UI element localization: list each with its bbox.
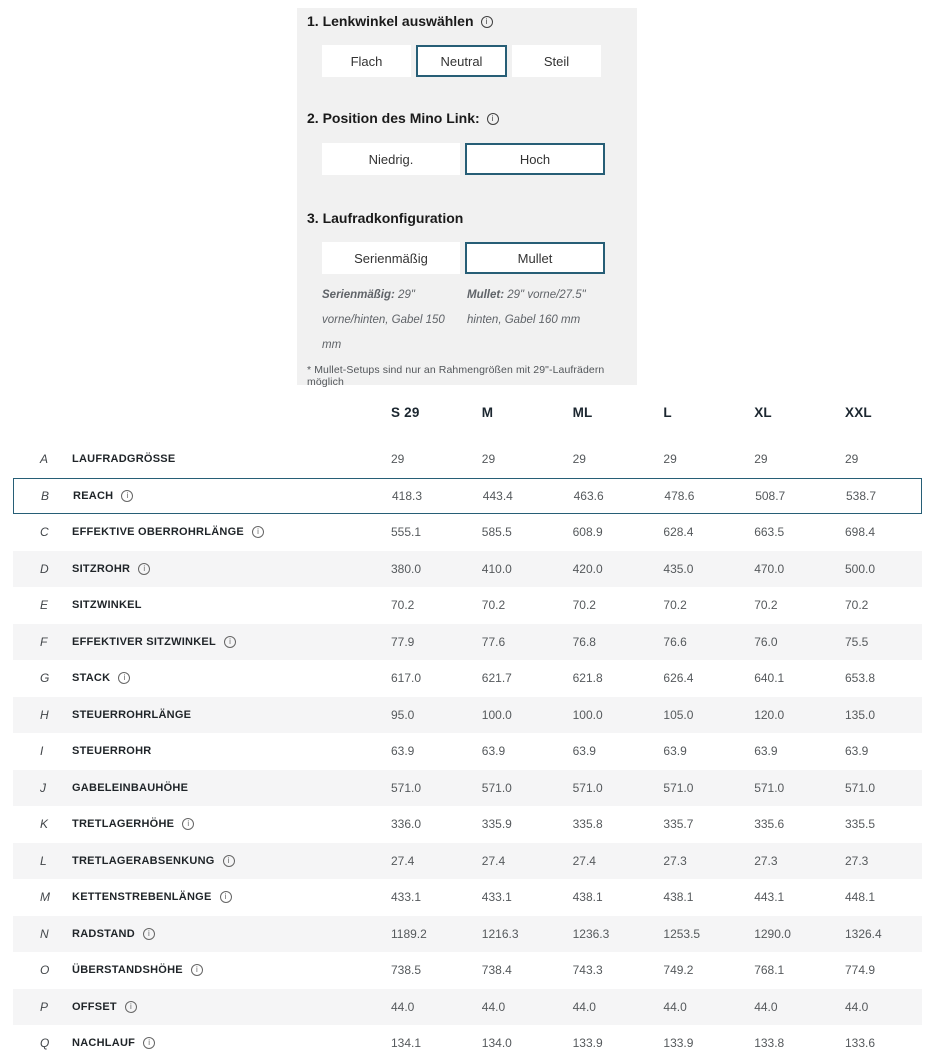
cell-value: 698.4 <box>844 525 876 540</box>
row-name-cell <box>13 890 391 904</box>
cell-value: 555.1 <box>391 525 422 540</box>
cell-value: 478.6 <box>664 488 695 503</box>
row-letter: J <box>40 780 46 795</box>
row-label: ÜBERSTANDSHÖHE <box>72 964 183 977</box>
cell-value: 448.1 <box>844 890 876 905</box>
cell-value: 44.0 <box>391 999 415 1014</box>
info-icon[interactable]: i <box>220 891 232 903</box>
row-label: STEUERROHR <box>72 745 152 758</box>
row-letter: H <box>40 707 49 722</box>
wheel-config-descriptions <box>297 283 637 358</box>
cell-value: 617.0 <box>391 671 422 686</box>
cell-value: 133.9 <box>572 1036 603 1051</box>
cell-value: 628.4 <box>663 525 694 540</box>
section-laufradkonfiguration <box>297 210 637 358</box>
row-letter: C <box>40 525 49 540</box>
cell-value: 585.5 <box>481 525 512 540</box>
cell-value: 380.0 <box>391 561 422 576</box>
column-header-s-29: S 29 <box>391 405 420 420</box>
cell-value: 433.1 <box>391 890 422 905</box>
cell-value: 335.8 <box>572 817 603 832</box>
cell-value: 1236.3 <box>572 926 610 941</box>
info-icon[interactable]: i <box>481 16 493 28</box>
cell-value: 135.0 <box>844 707 876 722</box>
row-label: SITZROHR <box>72 562 131 575</box>
geometry-table <box>13 400 922 1062</box>
cell-value: 63.9 <box>481 744 506 759</box>
cell-value: 774.9 <box>844 963 876 978</box>
cell-value: 571.0 <box>754 780 785 795</box>
row-label: EFFEKTIVER SITZWINKEL <box>72 635 216 648</box>
cell-value: 335.6 <box>754 817 785 832</box>
row-name-cell <box>13 963 391 977</box>
cell-value: 100.0 <box>481 707 512 722</box>
cell-value: 29 <box>391 452 405 467</box>
cell-value: 738.5 <box>391 963 422 978</box>
cell-value: 133.8 <box>754 1036 785 1051</box>
row-label: RADSTAND <box>72 927 135 940</box>
row-letter: P <box>40 999 49 1014</box>
cell-value: 335.9 <box>481 817 512 832</box>
column-header-xl: XL <box>754 405 772 420</box>
cell-value: 133.6 <box>844 1036 876 1051</box>
row-name-cell <box>13 854 391 868</box>
cell-value: 27.4 <box>572 853 596 868</box>
cell-value: 29 <box>481 452 496 467</box>
row-name-cell <box>13 562 391 576</box>
column-header-ml: ML <box>572 405 593 420</box>
info-icon[interactable]: i <box>143 1037 155 1049</box>
cell-value: 749.2 <box>663 963 694 978</box>
info-icon[interactable]: i <box>118 672 130 684</box>
table-row-effektiver-sitzwinkel[interactable] <box>13 624 922 661</box>
cell-value: 608.9 <box>572 525 603 540</box>
cell-value: 133.9 <box>663 1036 694 1051</box>
serienmaessig-description: Serienmäßig: 29" vorne/hinten, Gabel 150 mm <box>322 289 445 351</box>
table-row-radstand[interactable] <box>13 916 922 953</box>
row-label: SITZWINKEL <box>72 599 142 612</box>
cell-value: 571.0 <box>481 780 512 795</box>
table-row-effektive-oberrohrl-nge[interactable] <box>13 514 922 551</box>
row-label: NACHLAUF <box>72 1037 136 1050</box>
cell-value: 44.0 <box>481 999 506 1014</box>
cell-value: 63.9 <box>572 744 596 759</box>
mino-link-heading <box>307 110 637 127</box>
table-body <box>13 441 922 1062</box>
cell-value: 663.5 <box>754 525 785 540</box>
table-row-berstandsh-he[interactable] <box>13 952 922 989</box>
cell-value: 768.1 <box>754 963 785 978</box>
cell-value: 538.7 <box>845 488 877 503</box>
laufradkonfiguration-heading <box>307 210 637 227</box>
mullet-description: Mullet: 29" vorne/27.5" hinten, Gabel 160 mm <box>467 289 586 326</box>
cell-value: 1290.0 <box>754 926 791 941</box>
column-header-m: M <box>481 405 494 420</box>
row-label: OFFSET <box>72 1000 117 1013</box>
section-lenkwinkel <box>297 13 637 77</box>
table-row-tretlagerh-he[interactable] <box>13 806 922 843</box>
cell-value: 626.4 <box>663 671 694 686</box>
cell-value: 63.9 <box>844 744 869 759</box>
cell-value: 105.0 <box>663 707 694 722</box>
cell-value: 77.6 <box>481 634 506 649</box>
cell-value: 500.0 <box>844 561 876 576</box>
cell-value: 738.4 <box>481 963 512 978</box>
option-button-flach[interactable]: Flach <box>322 45 411 77</box>
cell-value: 44.0 <box>754 999 778 1014</box>
cell-value: 95.0 <box>391 707 415 722</box>
info-icon[interactable]: i <box>121 490 133 502</box>
info-icon[interactable]: i <box>138 563 150 575</box>
cell-value: 335.7 <box>663 817 694 832</box>
cell-value: 571.0 <box>844 780 876 795</box>
info-icon[interactable]: i <box>125 1001 137 1013</box>
cell-value: 508.7 <box>755 488 786 503</box>
cell-value: 70.2 <box>481 598 506 613</box>
row-name-cell <box>13 452 391 466</box>
row-name-cell <box>13 635 391 649</box>
row-letter: G <box>40 671 50 686</box>
info-icon[interactable]: i <box>143 928 155 940</box>
cell-value: 433.1 <box>481 890 512 905</box>
cell-value: 70.2 <box>844 598 869 613</box>
cell-value: 470.0 <box>754 561 785 576</box>
table-row-laufradgr-sse[interactable] <box>13 441 922 478</box>
cell-value: 27.3 <box>663 853 687 868</box>
cell-value: 134.1 <box>391 1036 422 1051</box>
cell-value: 76.8 <box>572 634 596 649</box>
row-label: KETTENSTREBENLÄNGE <box>72 891 212 904</box>
option-button-neutral[interactable]: Neutral <box>416 45 507 77</box>
row-letter: L <box>40 853 47 868</box>
row-label: REACH <box>73 489 114 502</box>
cell-value: 70.2 <box>572 598 596 613</box>
option-button-niedrig[interactable]: Niedrig. <box>322 143 460 175</box>
table-row-steuerrohrl-nge[interactable] <box>13 697 922 734</box>
cell-value: 44.0 <box>663 999 687 1014</box>
row-letter: Q <box>40 1036 50 1051</box>
table-row-sitzwinkel[interactable] <box>13 587 922 624</box>
table-row-steuerrohr[interactable] <box>13 733 922 770</box>
info-icon[interactable]: i <box>182 818 194 830</box>
option-button-hoch[interactable]: Hoch <box>465 143 605 175</box>
cell-value: 336.0 <box>391 817 422 832</box>
cell-value: 29 <box>663 452 677 467</box>
lenkwinkel-heading <box>307 13 637 30</box>
cell-value: 335.5 <box>844 817 876 832</box>
info-icon[interactable]: i <box>191 964 203 976</box>
table-row-offset[interactable] <box>13 989 922 1026</box>
section-mino-link <box>297 110 637 175</box>
row-label: STACK <box>72 672 111 685</box>
cell-value: 1189.2 <box>391 926 427 941</box>
cell-value: 70.2 <box>754 598 778 613</box>
cell-value: 76.0 <box>754 634 778 649</box>
cell-value: 63.9 <box>663 744 687 759</box>
row-name-cell <box>13 781 391 795</box>
row-label: GABELEINBAUHÖHE <box>72 781 189 794</box>
cell-value: 63.9 <box>754 744 778 759</box>
cell-value: 621.8 <box>572 671 603 686</box>
lenkwinkel-heading-text: 1. Lenkwinkel auswählen <box>307 13 474 29</box>
row-name-cell <box>13 598 391 612</box>
cell-value: 1326.4 <box>844 926 882 941</box>
cell-value: 443.4 <box>482 488 513 503</box>
cell-value: 410.0 <box>481 561 512 576</box>
mullet-footnote: * Mullet-Setups sind nur an Rahmengrößen mit 29"-Laufrädern möglich <box>307 364 605 388</box>
column-header-xxl: XXL <box>844 405 872 420</box>
cell-value: 44.0 <box>844 999 869 1014</box>
option-button-steil[interactable]: Steil <box>512 45 601 77</box>
cell-value: 571.0 <box>663 780 694 795</box>
row-name-cell <box>13 671 391 685</box>
cell-value: 70.2 <box>663 598 687 613</box>
cell-value: 463.6 <box>573 488 604 503</box>
column-header-l: L <box>663 405 672 420</box>
row-letter: O <box>40 963 50 978</box>
cell-value: 438.1 <box>663 890 694 905</box>
info-icon[interactable]: i <box>487 113 499 125</box>
row-label: TRETLAGERHÖHE <box>72 818 175 831</box>
cell-value: 76.6 <box>663 634 687 649</box>
table-row-tretlagerabsenkung[interactable] <box>13 843 922 880</box>
cell-value: 120.0 <box>754 707 785 722</box>
cell-value: 29 <box>754 452 768 467</box>
cell-value: 571.0 <box>391 780 422 795</box>
cell-value: 571.0 <box>572 780 603 795</box>
row-name-cell <box>13 1000 391 1014</box>
cell-value: 1253.5 <box>663 926 701 941</box>
row-letter: E <box>40 598 49 613</box>
row-letter: K <box>40 817 49 832</box>
row-label: EFFEKTIVE OBERROHRLÄNGE <box>72 526 244 539</box>
geometry-config-panel <box>297 8 637 388</box>
cell-value: 621.7 <box>481 671 512 686</box>
option-button-serienm-ig[interactable]: Serienmäßig <box>322 242 460 274</box>
row-letter: B <box>41 488 50 503</box>
table-row-sitzrohr[interactable] <box>13 551 922 588</box>
table-row-nachlauf[interactable] <box>13 1025 922 1062</box>
row-letter: A <box>40 452 49 467</box>
mino-link-heading-text: 2. Position des Mino Link: <box>307 110 480 126</box>
cell-value: 100.0 <box>572 707 603 722</box>
row-name-cell <box>13 744 391 758</box>
table-row-kettenstrebenl-nge[interactable] <box>13 879 922 916</box>
cell-value: 63.9 <box>391 744 415 759</box>
row-name-cell <box>13 817 391 831</box>
cell-value: 438.1 <box>572 890 603 905</box>
cell-value: 70.2 <box>391 598 415 613</box>
row-letter: I <box>40 744 44 759</box>
cell-value: 27.4 <box>481 853 506 868</box>
info-icon[interactable]: i <box>223 855 235 867</box>
row-label: STEUERROHRLÄNGE <box>72 708 192 721</box>
row-label: LAUFRADGRÖSSE <box>72 453 176 466</box>
cell-value: 418.3 <box>392 488 423 503</box>
cell-value: 134.0 <box>481 1036 512 1051</box>
laufradkonfiguration-heading-text: 3. Laufradkonfiguration <box>307 210 464 226</box>
cell-value: 640.1 <box>754 671 785 686</box>
cell-value: 443.1 <box>754 890 785 905</box>
cell-value: 77.9 <box>391 634 415 649</box>
cell-value: 420.0 <box>572 561 603 576</box>
row-label: TRETLAGERABSENKUNG <box>72 854 215 867</box>
cell-value: 44.0 <box>572 999 596 1014</box>
info-icon[interactable]: i <box>224 636 236 648</box>
cell-value: 29 <box>572 452 586 467</box>
lenkwinkel-options <box>297 45 637 77</box>
row-name-cell <box>13 525 391 539</box>
row-letter: M <box>40 890 50 905</box>
row-letter: N <box>40 926 49 941</box>
info-icon[interactable]: i <box>252 526 264 538</box>
row-letter: D <box>40 561 49 576</box>
mino-link-options <box>297 143 637 175</box>
row-name-cell <box>13 708 391 722</box>
cell-value: 743.3 <box>572 963 603 978</box>
table-row-reach[interactable] <box>13 478 922 515</box>
cell-value: 75.5 <box>844 634 869 649</box>
table-row-stack[interactable] <box>13 660 922 697</box>
cell-value: 29 <box>844 452 859 467</box>
option-button-mullet[interactable]: Mullet <box>465 242 605 274</box>
cell-value: 435.0 <box>663 561 694 576</box>
row-name-cell <box>13 927 391 941</box>
table-row-gabeleinbauh-he[interactable] <box>13 770 922 807</box>
row-name-cell <box>14 489 392 503</box>
cell-value: 653.8 <box>844 671 876 686</box>
cell-value: 1216.3 <box>481 926 519 941</box>
table-header-row <box>13 400 922 441</box>
cell-value: 27.3 <box>844 853 869 868</box>
cell-value: 27.4 <box>391 853 415 868</box>
row-letter: F <box>40 634 48 649</box>
row-name-cell <box>13 1036 391 1050</box>
laufradkonfiguration-options <box>297 242 637 274</box>
cell-value: 27.3 <box>754 853 778 868</box>
